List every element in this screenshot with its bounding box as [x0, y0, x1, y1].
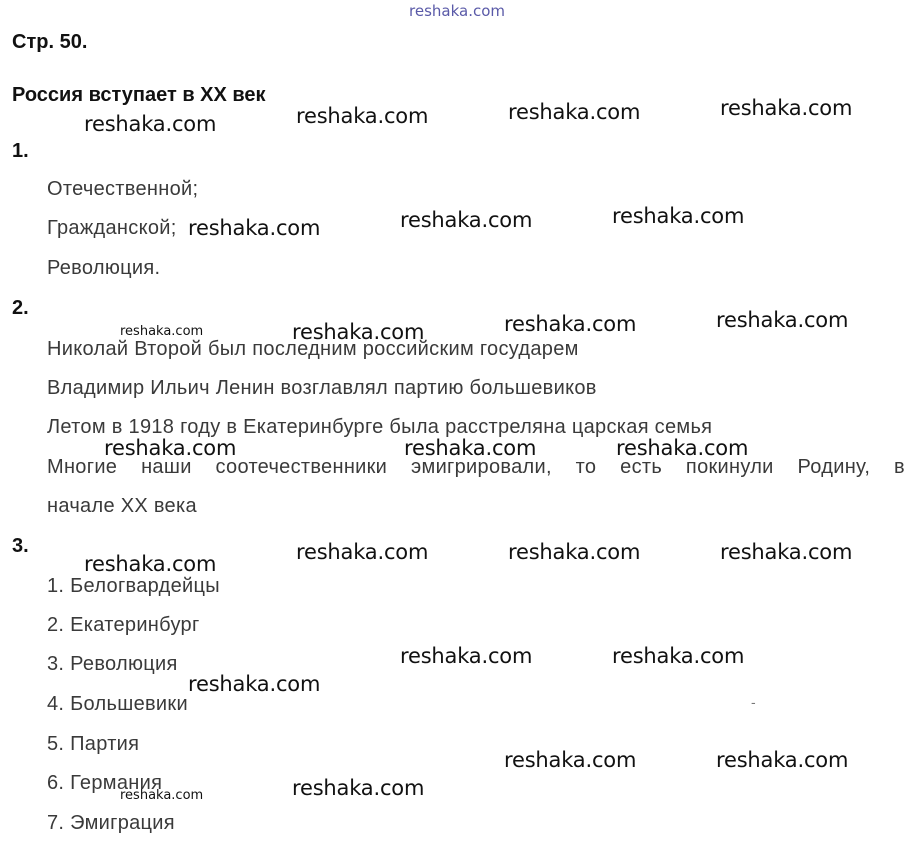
- watermark: reshaka.com: [292, 320, 425, 344]
- answer-item: 3. Революция: [47, 653, 178, 675]
- section-3-number: 3.: [12, 535, 29, 557]
- watermark-top: reshaka.com: [409, 2, 505, 20]
- page-label: Стр. 50.: [12, 31, 88, 53]
- section-2-line: Летом в 1918 году в Екатеринбурге была расстреляна царская семья: [47, 416, 713, 438]
- stray-mark: -: [751, 694, 756, 710]
- section-2-line: начале XX века: [47, 495, 197, 517]
- watermark: reshaka.com: [84, 552, 217, 576]
- section-1-number: 1.: [12, 140, 29, 162]
- watermark: reshaka.com: [720, 96, 853, 120]
- watermark: reshaka.com: [612, 204, 745, 228]
- watermark: reshaka.com: [188, 216, 321, 240]
- watermark: reshaka.com: [716, 308, 849, 332]
- watermark: reshaka.com: [84, 112, 217, 136]
- watermark: reshaka.com: [400, 208, 533, 232]
- section-1-line: Гражданской;: [47, 217, 177, 239]
- watermark: reshaka.com: [296, 540, 429, 564]
- answer-item: 5. Партия: [47, 733, 140, 755]
- answer-item: 1. Белогвардейцы: [47, 575, 220, 597]
- watermark: reshaka.com: [120, 788, 204, 803]
- watermark: reshaka.com: [104, 436, 237, 460]
- watermark: reshaka.com: [504, 748, 637, 772]
- watermark: reshaka.com: [720, 540, 853, 564]
- section-2-number: 2.: [12, 297, 29, 319]
- section-2-line: Николай Второй был последним российским государем: [47, 338, 579, 360]
- page-title: Россия вступает в XX век: [12, 84, 266, 106]
- section-1-line: Революция.: [47, 257, 161, 279]
- answer-item: 6. Германия: [47, 772, 163, 794]
- answer-item: 4. Большевики: [47, 693, 188, 715]
- section-2-line: Многие наши соотечественники эмигрировали, то есть покинули Родину, в: [47, 456, 905, 478]
- answer-item: 2. Екатеринбург: [47, 614, 200, 636]
- watermark: reshaka.com: [296, 104, 429, 128]
- watermark: reshaka.com: [188, 672, 321, 696]
- watermark: reshaka.com: [612, 644, 745, 668]
- watermark: reshaka.com: [120, 324, 204, 339]
- watermark: reshaka.com: [404, 436, 537, 460]
- watermark: reshaka.com: [716, 748, 849, 772]
- watermark: reshaka.com: [400, 644, 533, 668]
- watermark: reshaka.com: [616, 436, 749, 460]
- section-2-line: Владимир Ильич Ленин возглавлял партию большевиков: [47, 377, 597, 399]
- watermark: reshaka.com: [292, 776, 425, 800]
- answer-item: 7. Эмиграция: [47, 812, 175, 834]
- section-1-line: Отечественной;: [47, 178, 199, 200]
- watermark: reshaka.com: [508, 540, 641, 564]
- watermark: reshaka.com: [508, 100, 641, 124]
- watermark: reshaka.com: [504, 312, 637, 336]
